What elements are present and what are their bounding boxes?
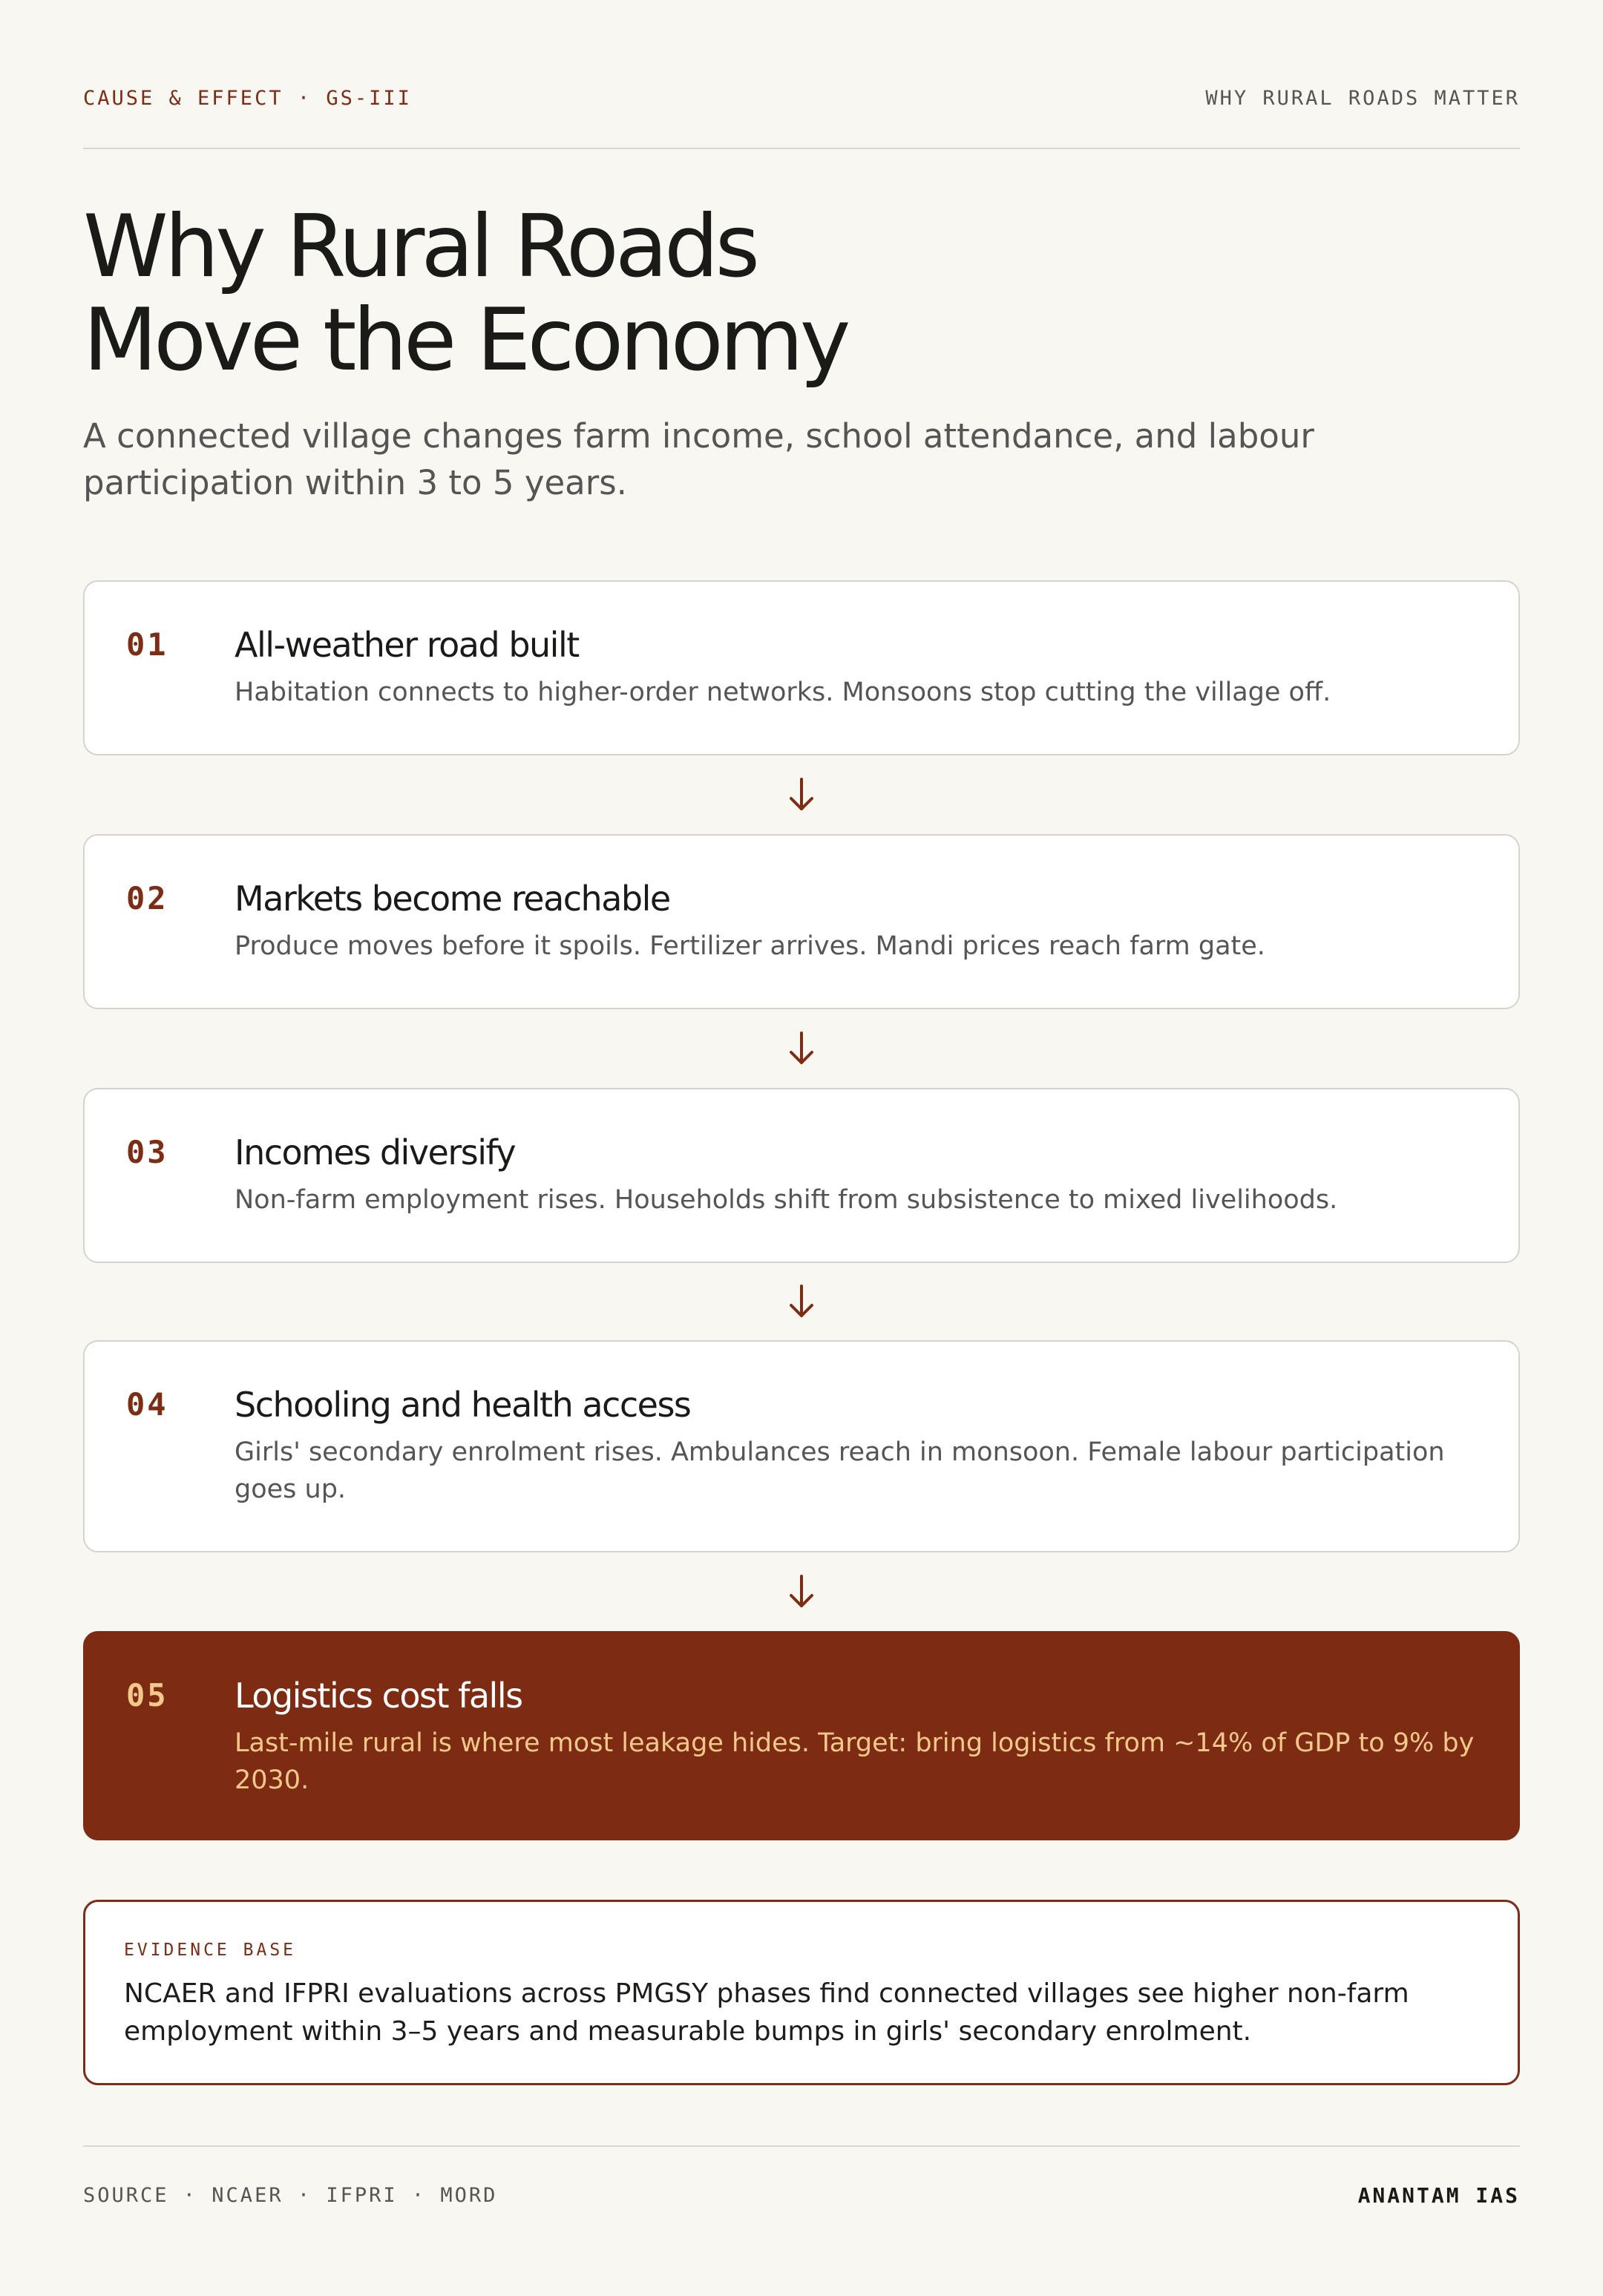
evidence-box (83, 1900, 1520, 2085)
evidence-text: NCAER and IFPRI evaluations across PMGSY phases find connected villages see higher non-farm employment within 3–5 years and measurable bumps in girls' secondary enrolment. (124, 1978, 1409, 2047)
step-number: 05 (126, 1677, 168, 1713)
step-description: Produce moves before it spoils. Fertilizer arrives. Mandi prices reach farm gate. (235, 931, 1265, 961)
source-credit: SOURCE · NCAER · IFPRI · MORD (83, 2183, 498, 2207)
step-number: 04 (126, 1386, 168, 1423)
step-description: Last-mile rural is where most leakage hides. Target: bring logistics from ~14% of GDP to 9% by 2030. (235, 1728, 1475, 1795)
page-title (83, 197, 1493, 390)
header-bar (83, 83, 1520, 113)
step-description: Habitation connects to higher-order networks. Monsoons stop cutting the village off. (235, 678, 1331, 707)
header-divider (83, 148, 1520, 149)
step-card-2 (83, 834, 1520, 1009)
step-card-4 (83, 1340, 1520, 1552)
step-title: Logistics cost falls (235, 1676, 522, 1716)
arrow-down-icon (784, 1572, 819, 1613)
step-number: 03 (126, 1134, 168, 1170)
step-title: Markets become reachable (235, 879, 670, 919)
topic-label: WHY RURAL ROADS MATTER (1205, 86, 1520, 110)
arrow-down-icon (784, 775, 819, 816)
step-title: Schooling and health access (235, 1385, 691, 1425)
step-number: 02 (126, 880, 168, 916)
step-card-3 (83, 1088, 1520, 1263)
arrow-down-icon (784, 1282, 819, 1323)
step-card-1 (83, 580, 1520, 755)
step-title: Incomes diversify (235, 1132, 516, 1172)
page-subtitle: A connected village changes farm income, school attendance, and labour participation within 3 to 5 years. (83, 416, 1314, 502)
title-line-2: Move the Economy (83, 290, 848, 390)
step-card-5-highlight (83, 1631, 1520, 1840)
brand-name: ANANTAM IAS (1357, 2182, 1520, 2208)
arrow-down-icon (784, 1029, 819, 1070)
step-description: Girls' secondary enrolment rises. Ambulances reach in monsoon. Female labour participation goes up. (235, 1437, 1445, 1504)
step-description: Non-farm employment rises. Households shift from subsistence to mixed livelihoods. (235, 1185, 1338, 1215)
footer (83, 2180, 1520, 2210)
step-number: 01 (126, 626, 168, 663)
category-kicker: CAUSE & EFFECT · GS-III (83, 86, 412, 110)
footer-divider (83, 2145, 1520, 2147)
step-title: All-weather road built (235, 625, 579, 665)
title-line-1: Why Rural Roads (83, 197, 757, 297)
evidence-label: EVIDENCE BASE (124, 1941, 297, 1960)
